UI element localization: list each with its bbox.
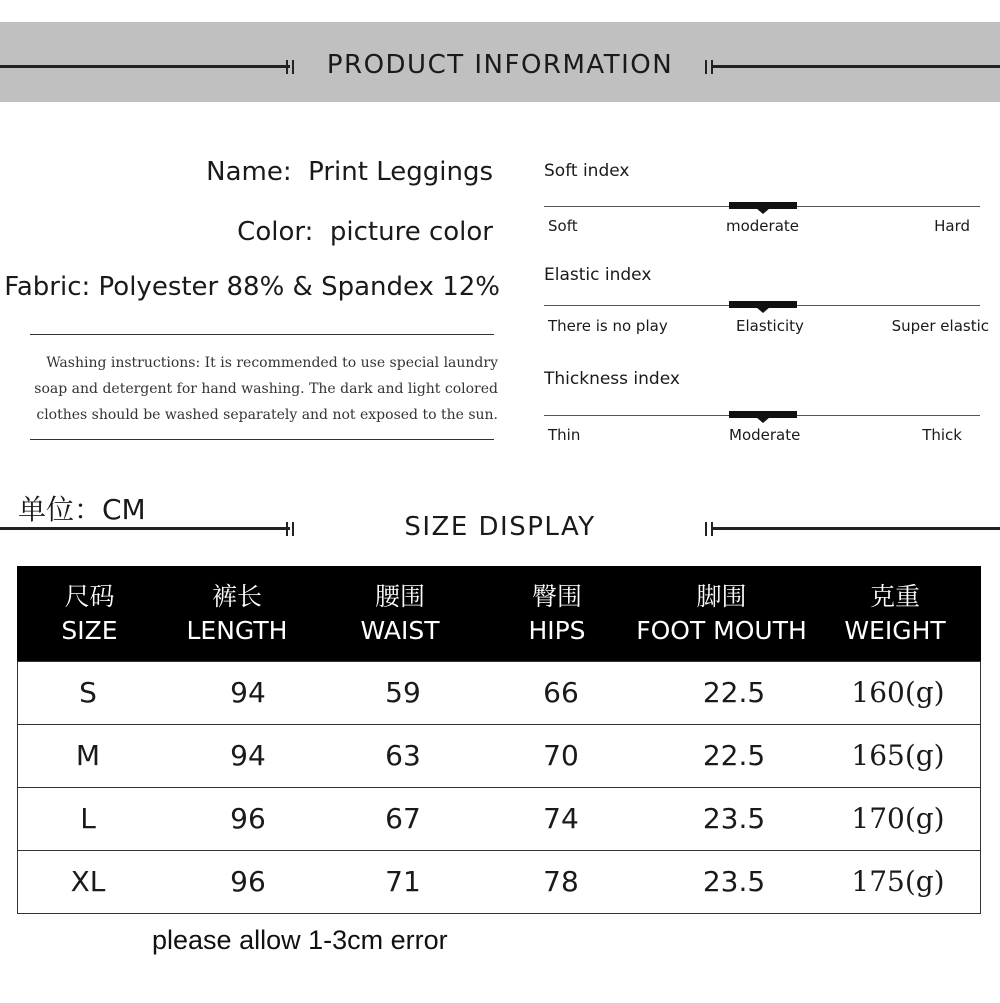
cell-hips: 66 [543,676,579,709]
cell-waist: 67 [385,802,421,835]
thickness-index-low: Thin [548,426,581,444]
name-label: Name: [206,157,292,187]
banner-rule-right [711,65,1000,68]
header-en: HIPS [528,616,586,645]
size-table [17,566,981,914]
header-cn: 腰围 [374,582,425,611]
cell-length: 94 [230,739,266,772]
elastic-index-notch [756,307,770,313]
cell-foot-mouth: 22.5 [702,739,766,772]
cell-weight: 165(g) [851,739,945,772]
product-name [206,157,493,187]
fabric-value: Polyester 88% & Spandex 12% [98,272,500,302]
header-cn: 脚围 [696,582,747,611]
elastic-index-mid: Elasticity [736,317,804,335]
washing-line: soap and detergent for hand washing. The dark and light colored [34,381,498,397]
fabric-label: Fabric: [4,272,91,302]
header-foot-mouth [629,580,814,648]
elastic-index-high: Super elastic [891,317,989,335]
wash-rule-top [30,334,494,335]
soft-index-low: Soft [548,217,578,235]
elastic-index-title: Elastic index [544,265,652,285]
cell-size: XL [70,865,106,898]
soft-index-mid: moderate [726,217,800,235]
cell-weight: 160(g) [851,676,945,709]
header-en: SIZE [61,616,118,645]
name-value: Print Leggings [308,157,493,187]
header-hips [497,580,617,648]
cell-hips: 70 [543,739,579,772]
product-color [237,217,493,247]
table-header [17,566,981,661]
unit-label: 单位：CM [18,493,146,526]
soft-index-notch [756,208,770,214]
cell-foot-mouth: 23.5 [702,865,766,898]
cell-hips: 74 [543,802,579,835]
header-cn: 尺码 [64,582,115,611]
cell-hips: 78 [543,865,579,898]
thickness-index-title: Thickness index [544,369,680,389]
cell-length: 96 [230,802,266,835]
header-cn: 裤长 [211,582,262,611]
cell-size: L [80,802,96,835]
header-en: WAIST [360,616,440,645]
size-rule-right-cap [705,522,707,536]
cell-size: M [75,739,101,772]
header-cn: 克重 [869,582,920,611]
cell-foot-mouth: 23.5 [702,802,766,835]
header-cn: 臀围 [531,582,582,611]
soft-index-high: Hard [934,217,970,235]
size-rule-right [711,527,1000,530]
header-waist [335,580,465,648]
header-size [27,580,152,648]
thickness-index-high: Thick [922,426,962,444]
color-label: Color: [237,217,314,247]
header-length [167,580,307,648]
cell-length: 96 [230,865,266,898]
cell-weight: 175(g) [851,865,945,898]
header-en: LENGTH [186,616,288,645]
error-note: please allow 1-3cm error [152,925,448,955]
cell-length: 94 [230,676,266,709]
cell-foot-mouth: 22.5 [702,676,766,709]
color-value: picture color [329,217,493,247]
header-en: FOOT MOUTH [636,616,807,645]
table-row [17,788,981,851]
cell-waist: 71 [385,865,421,898]
washing-line: Washing instructions: It is recommended to use special laundry [46,355,498,371]
page-title: PRODUCT INFORMATION [326,50,674,80]
cell-weight: 170(g) [851,802,945,835]
product-fabric [4,272,500,302]
table-row [17,725,981,788]
thickness-index-mid: Moderate [729,426,801,444]
size-display-title: SIZE DISPLAY [404,512,596,542]
wash-rule-bottom [30,439,494,440]
washing-line: clothes should be washed separately and not exposed to the sun. [36,407,498,423]
table-row [17,661,981,725]
soft-index-title: Soft index [544,161,630,181]
banner-rule-right-cap [705,60,707,74]
elastic-index-low: There is no play [548,317,668,335]
header-en: WEIGHT [844,616,946,645]
cell-waist: 59 [385,676,421,709]
header-weight [835,580,955,648]
table-row [17,851,981,914]
thickness-index-notch [756,417,770,423]
cell-size: S [79,676,97,709]
cell-waist: 63 [385,739,421,772]
washing-instructions [28,350,498,428]
